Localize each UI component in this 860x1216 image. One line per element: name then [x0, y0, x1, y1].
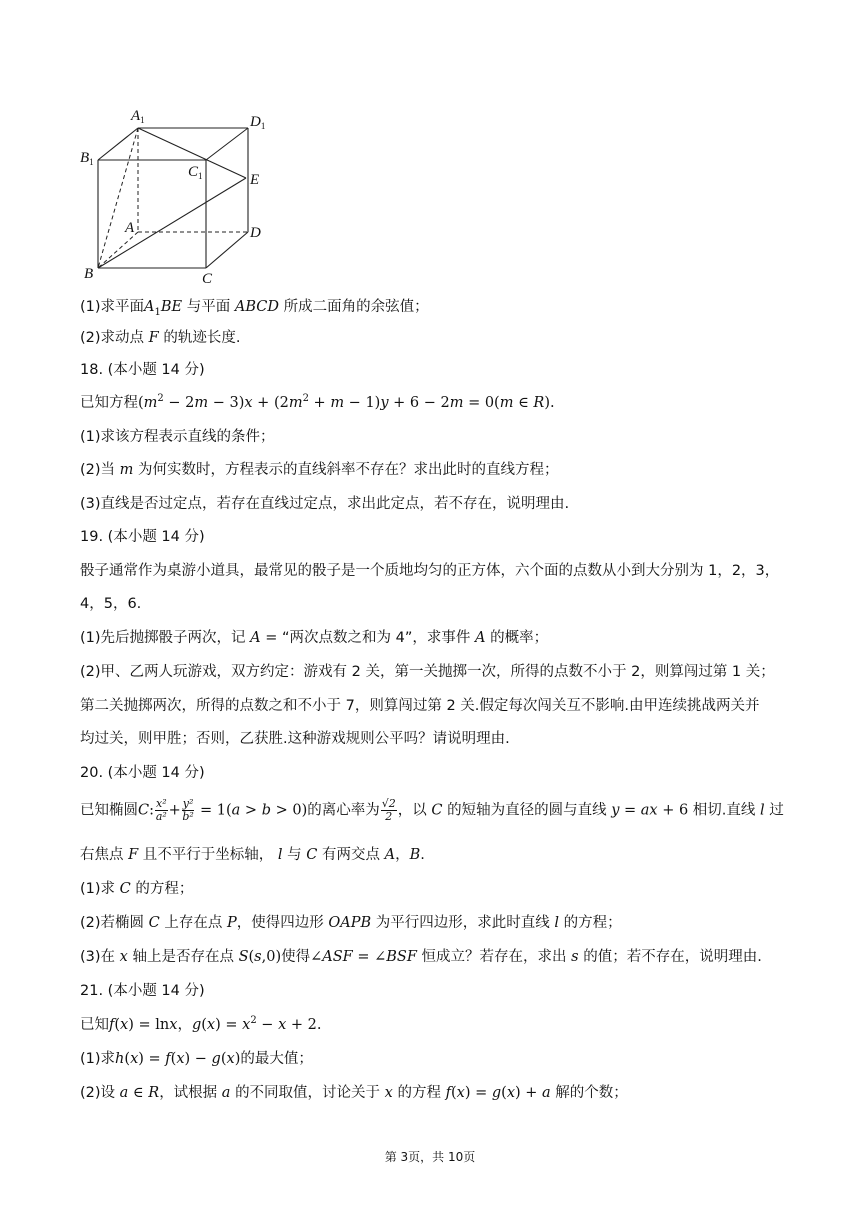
label-c: C	[202, 271, 213, 285]
p21-heading: 21. (本小题 14 分)	[80, 983, 205, 999]
page-footer: 第 3页，共 10页	[384, 1150, 476, 1164]
edge-cd	[206, 232, 248, 268]
p19-question-2-line-2: 第二关抛掷两次，所得的点数之和不小于 7，则算闯过第 2 关.假定每次闯关互不影响.由甲连续挑战两关并	[80, 698, 760, 714]
p21-given: 已知f(x) = lnx，$g(x) = x^2 - x + 2$.	[80, 1015, 322, 1033]
p20-question-1: (1)求 C 的方程；	[80, 881, 194, 897]
label-b: B	[84, 266, 94, 282]
hidden-edge-ab	[98, 232, 138, 268]
p21-question-2: (2)设 a ∈ R，试根据 a 的不同取值，讨论关于 x 的方程 f(x) = g(x) + a 解的个数；	[80, 1085, 628, 1101]
cube-figure	[78, 100, 278, 285]
p18-question-3: (3)直线是否过定点，若存在直线过定点，求出此定点，若不存在，说明理由.	[80, 496, 570, 512]
label-c1: $C_1$	[188, 164, 203, 181]
p18-given: 已知方程$(m^2 - 2m - 3)x + (2m^2 + m - 1)y + 6 - 2m = 0(m$ ∈ R).	[80, 393, 555, 411]
label-b1: $B_1$	[80, 150, 94, 167]
p17-question-1: (1)求平面$A_1BE$ 与平面 ABCD 所成二面角的余弦值；	[80, 299, 429, 318]
label-d: D	[250, 225, 261, 241]
p19-question-1: (1)先后抛掷骰子两次，记 A = “两次点数之和为 4”，求事件 A 的概率；	[80, 630, 549, 646]
p21-question-1: (1)求h(x) = f(x) − g(x)的最大值；	[80, 1051, 313, 1067]
p20-heading: 20. (本小题 14 分)	[80, 765, 205, 781]
p19-question-2-line-3: 均过关，则甲胜；否则，乙获胜.这种游戏规则公平吗？请说明理由.	[80, 731, 510, 747]
p18-heading: 18. (本小题 14 分)	[80, 362, 205, 378]
p20-question-3: (3)在 x 轴上是否存在点 S(s,0)使得∠ASF = ∠BSF 恒成立？若存在，求出 s 的值；若不存在，说明理由.	[80, 949, 762, 965]
p19-stem-line-2: 4，5，6.	[80, 596, 142, 612]
p18-question-2: (2)当 m 为何实数时，方程表示的直线斜率不存在？求出此时的直线方程；	[80, 462, 559, 478]
p20-question-2: (2)若椭圆 C 上存在点 P，使得四边形 OAPB 为平行四边形，求此时直线 l 的方程；	[80, 915, 622, 931]
label-d1: $D_1$	[250, 114, 266, 131]
p20-given-line-1: 已知椭圆C: $\frac{\text{x²}}{\text{a²}}$ + $\frac{\text{y²}}{\text{b²}}$ = 1(a > b > 0)的离心率为 $\frac{√2}{2}$ ，以 C 的短轴为直径的圆与直线 y = ax + 6 相切.直线 l 过	[80, 797, 784, 823]
edge-a1b1	[98, 128, 138, 160]
p19-heading: 19. (本小题 14 分)	[80, 529, 205, 545]
p20-given-line-2: 右焦点 F 且不平行于坐标轴， l 与 C 有两交点 A，B.	[80, 847, 425, 863]
p19-stem-line-1: 骰子通常作为桌游小道具，最常见的骰子是一个质地均匀的正方体，六个面的点数从小到大分别为 1，2，3，	[80, 563, 780, 579]
edge-c1d1	[206, 128, 248, 160]
label-a: A	[125, 220, 135, 236]
p17-question-2: (2)求动点 F 的轨迹长度.	[80, 330, 241, 346]
label-e: E	[250, 172, 260, 188]
label-a1: $A_1$	[131, 108, 145, 125]
p19-question-2-line-1: (2)甲、乙两人玩游戏，双方约定：游戏有 2 关，第一关抛掷一次，所得的点数不小于 2，则算闯过第 1 关；	[80, 664, 775, 680]
p18-question-1: (1)求该方程表示直线的条件；	[80, 429, 275, 445]
